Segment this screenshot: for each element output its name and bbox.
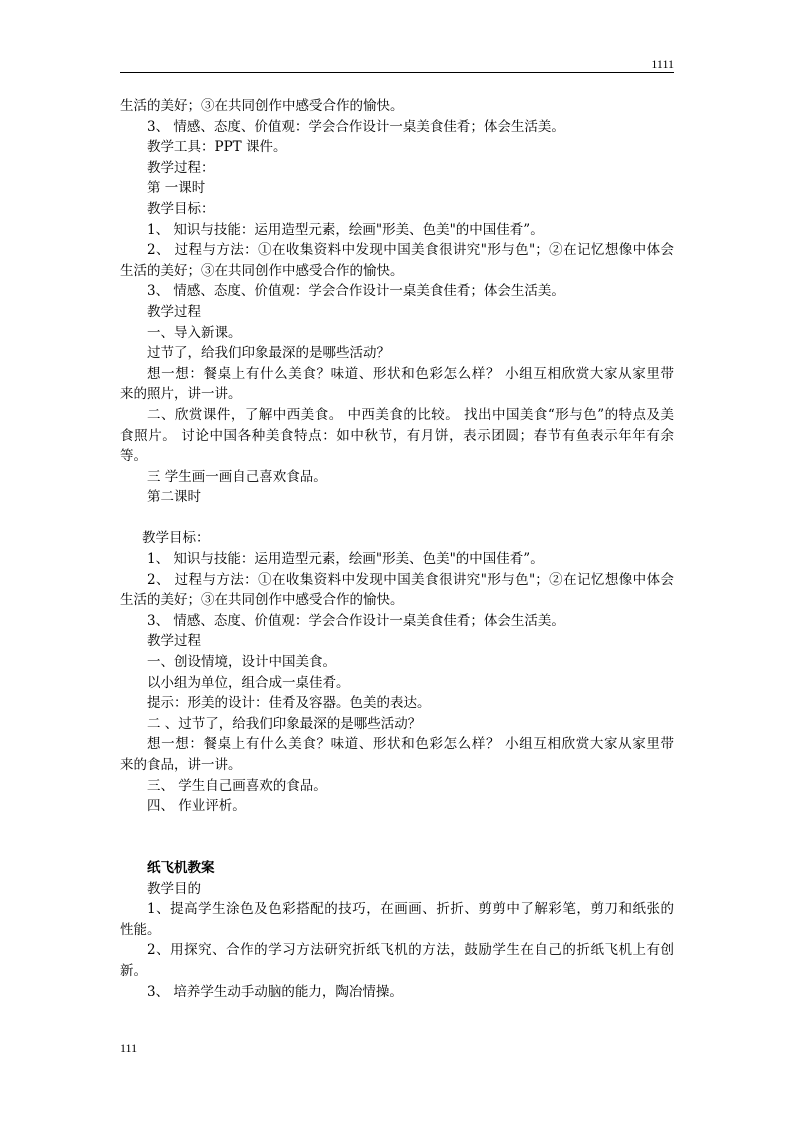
section-heading: 第二课时 [147, 489, 201, 506]
text-line: 3、 情感、态度、价值观：学会合作设计一桌美食佳肴；体会生活美。 [147, 118, 565, 135]
text-line: 二 、过节了，给我们印象最深的是哪些活动？ [147, 715, 422, 732]
text-line: 以小组为单位，组合成一桌佳肴。 [147, 674, 350, 691]
text-line: 来的照片，讲一讲。 [120, 386, 242, 403]
text-line: 四、 作业评析。 [147, 798, 246, 815]
text-line: 生活的美好；③在共同创作中感受合作的愉快。 [120, 98, 404, 114]
header-rule [120, 72, 674, 73]
text-line: 3、 培养学生动手动脑的能力，陶冶情操。 [147, 983, 403, 1000]
text-line: 2、 过程与方法：①在收集资料中发现中国美食很讲究"形与色"；②在记忆想像中体会 [147, 242, 674, 259]
blank-line [120, 837, 674, 858]
text-line: 三 学生画一画自己喜欢食品。 [147, 468, 327, 485]
text-line: 1、 知识与技能：运用造型元素，绘画"形美、色美"的中国佳肴”。 [147, 221, 544, 238]
blank-line [120, 817, 674, 838]
text-line: 来的食品，讲一讲。 [120, 757, 242, 773]
text-line: 教学目标： [147, 200, 215, 217]
text-line: 二、欣赏课件，了解中西美食。 中西美食的比较。 找出中国美食“形与色”的特点及美 [147, 406, 674, 423]
document-title: 纸飞机教案 [147, 859, 215, 876]
text-line: 3、 情感、态度、价值观：学会合作设计一桌美食佳肴；体会生活美。 [147, 612, 565, 629]
text-line: 想一想：餐桌上有什么美食？味道、形状和色彩怎么样？ 小组互相欣赏大家从家里带 [147, 736, 674, 753]
text-line: 提示：形美的设计：佳肴及容器。色美的表达。 [147, 695, 431, 712]
page-number-top: 1111 [651, 57, 674, 71]
text-line: 1、提高学生涂色及色彩搭配的技巧，在画画、折折、剪剪中了解彩笔，剪刀和纸张的 [147, 901, 674, 918]
text-line: 2、用探究、合作的学习方法研究折纸飞机的方法，鼓励学生在自己的折纸飞机上有创 [147, 942, 674, 959]
text-line: 教学工具：PPT 课件。 [147, 139, 287, 156]
text-line: 过节了，给我们印象最深的是哪些活动？ [147, 345, 390, 362]
text-line: 2、 过程与方法：①在收集资料中发现中国美食很讲究"形与色"；②在记忆想像中体会 [147, 571, 674, 588]
text-line: 一、导入新课。 [147, 324, 242, 341]
text-line: 性能。 [120, 921, 161, 938]
text-line: 教学过程 [147, 633, 201, 650]
document-body [120, 96, 674, 1002]
text-line: 三、 学生自己画喜欢的食品。 [147, 777, 327, 794]
text-line: 食照片。 讨论中国各种美食特点：如中秋节，有月饼，表示团圆；春节有鱼表示年年有余 [120, 427, 674, 444]
text-line: 一、创设情境，设计中国美食。 [147, 654, 336, 671]
text-line: 3、 情感、态度、价值观：学会合作设计一桌美食佳肴；体会生活美。 [147, 283, 565, 300]
text-line: 教学目标： [142, 530, 210, 547]
text-line: 1、 知识与技能：运用造型元素，绘画"形美、色美"的中国佳肴”。 [147, 551, 544, 568]
text-line: 生活的美好；③在共同创作中感受合作的愉快。 [120, 262, 404, 279]
page-number-bottom: 111 [120, 1041, 138, 1055]
section-heading: 第 一课时 [147, 180, 206, 197]
text-line: 新。 [120, 962, 147, 979]
text-line: 生活的美好；③在共同创作中感受合作的愉快。 [120, 592, 404, 609]
text-line: 教学过程： [147, 159, 215, 176]
blank-line [120, 508, 674, 529]
text-line: 教学过程 [147, 303, 201, 320]
text-line: 想一想：餐桌上有什么美食？味道、形状和色彩怎么样？ 小组互相欣赏大家从家里带 [147, 365, 674, 382]
text-line: 教学目的 [147, 880, 201, 897]
text-line: 等。 [120, 448, 147, 465]
